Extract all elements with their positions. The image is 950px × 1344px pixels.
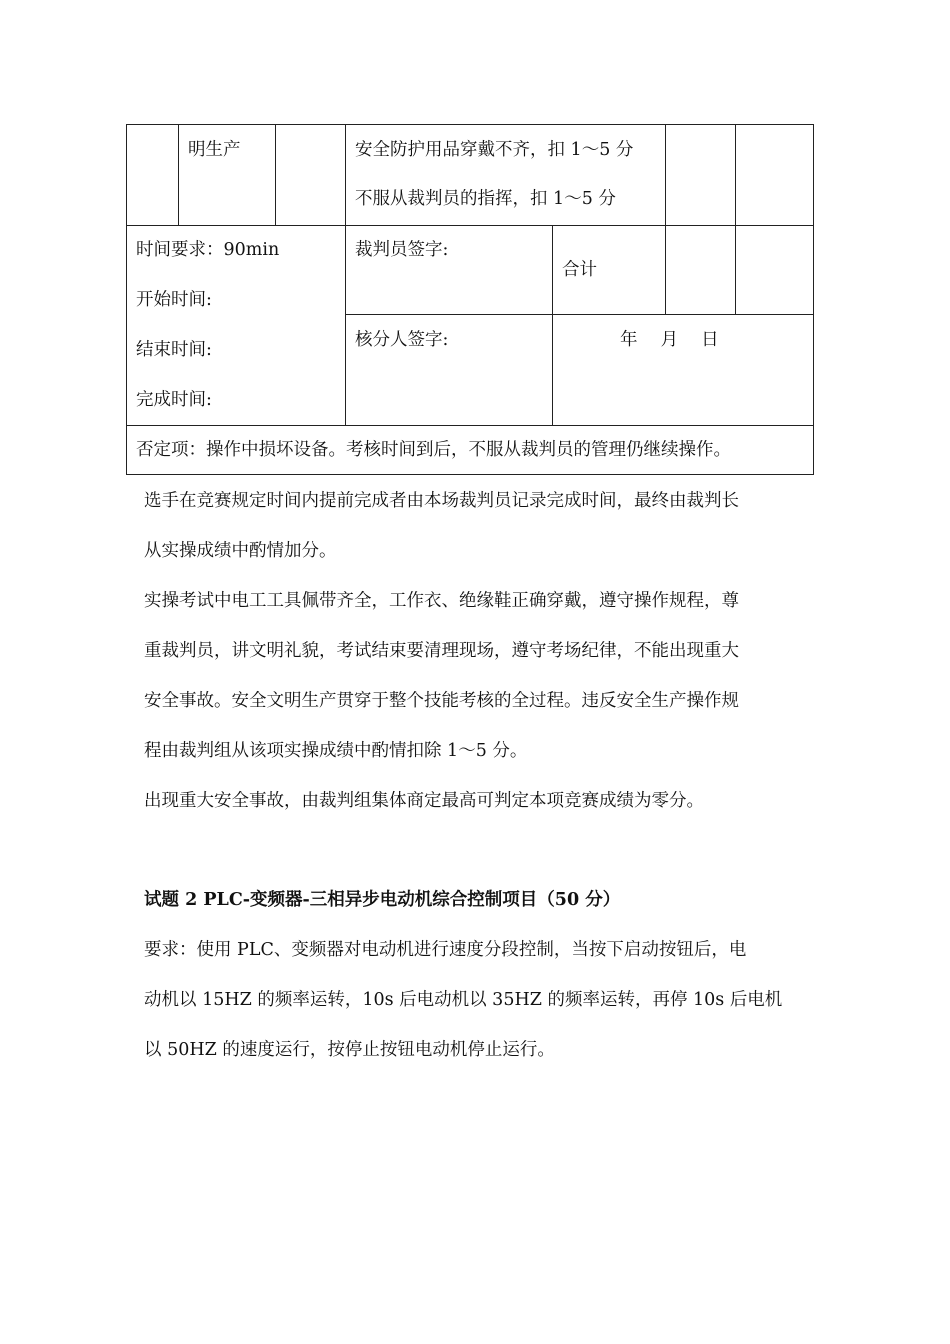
time-required-label: 时间要求：90min [136,240,280,260]
question-title: 试题 2 PLC-变频器-三相异步电动机综合控制项目（50 分） [144,890,621,910]
cell-criteria-line: 安全防护用品穿戴不齐，扣 1～5 分 [355,140,634,160]
paragraph-line: 出现重大安全事故，由裁判组集体商定最高可判定本项竞赛成绩为零分。 [144,791,704,811]
table-border-right [813,124,814,475]
table-row-divider [126,425,814,426]
date-label: 年 月 日 [620,330,719,350]
requirement-line: 要求：使用 PLC、变频器对电动机进行速度分段控制，当按下启动按钮后，电 [144,940,747,960]
table-border-bottom [126,474,814,475]
table-col-divider [552,225,553,426]
requirement-line: 以 50HZ 的速度运行，按停止按钮电动机停止运行。 [144,1040,555,1060]
requirement-line: 动机以 15HZ 的频率运转，10s 后电动机以 35HZ 的频率运转，再停 10s 后电机 [144,990,783,1010]
veto-text: 否定项：操作中损坏设备。考核时间到后，不服从裁判员的管理仍继续操作。 [136,440,731,460]
table-border-top [126,124,814,125]
table-row-divider [126,225,814,226]
end-time-label: 结束时间: [136,340,212,360]
table-col-divider [275,124,276,226]
table-col-divider [735,124,736,315]
paragraph-line: 选手在竞赛规定时间内提前完成者由本场裁判员记录完成时间，最终由裁判长 [144,491,739,511]
table-border-left [126,124,127,475]
cell-item-name: 明生产 [188,140,241,160]
finish-time-label: 完成时间: [136,390,212,410]
paragraph-line: 从实操成绩中酌情加分。 [144,541,337,561]
table-col-divider [665,124,666,315]
total-label: 合计 [562,260,597,280]
table-col-divider [178,124,179,226]
table-col-divider [345,124,346,426]
paragraph-line: 程由裁判组从该项实操成绩中酌情扣除 1～5 分。 [144,741,528,761]
paragraph-line: 实操考试中电工工具佩带齐全，工作衣、绝缘鞋正确穿戴，遵守操作规程，尊 [144,591,739,611]
paragraph-line: 安全事故。安全文明生产贯穿于整个技能考核的全过程。违反安全生产操作规 [144,691,739,711]
start-time-label: 开始时间: [136,290,212,310]
table-row-divider [345,314,814,315]
referee-sign-label: 裁判员签字: [355,240,449,260]
paragraph-line: 重裁判员，讲文明礼貌，考试结束要清理现场，遵守考场纪律，不能出现重大 [144,641,739,661]
scorer-sign-label: 核分人签字: [355,330,449,350]
cell-criteria-line: 不服从裁判员的指挥，扣 1～5 分 [355,189,616,209]
